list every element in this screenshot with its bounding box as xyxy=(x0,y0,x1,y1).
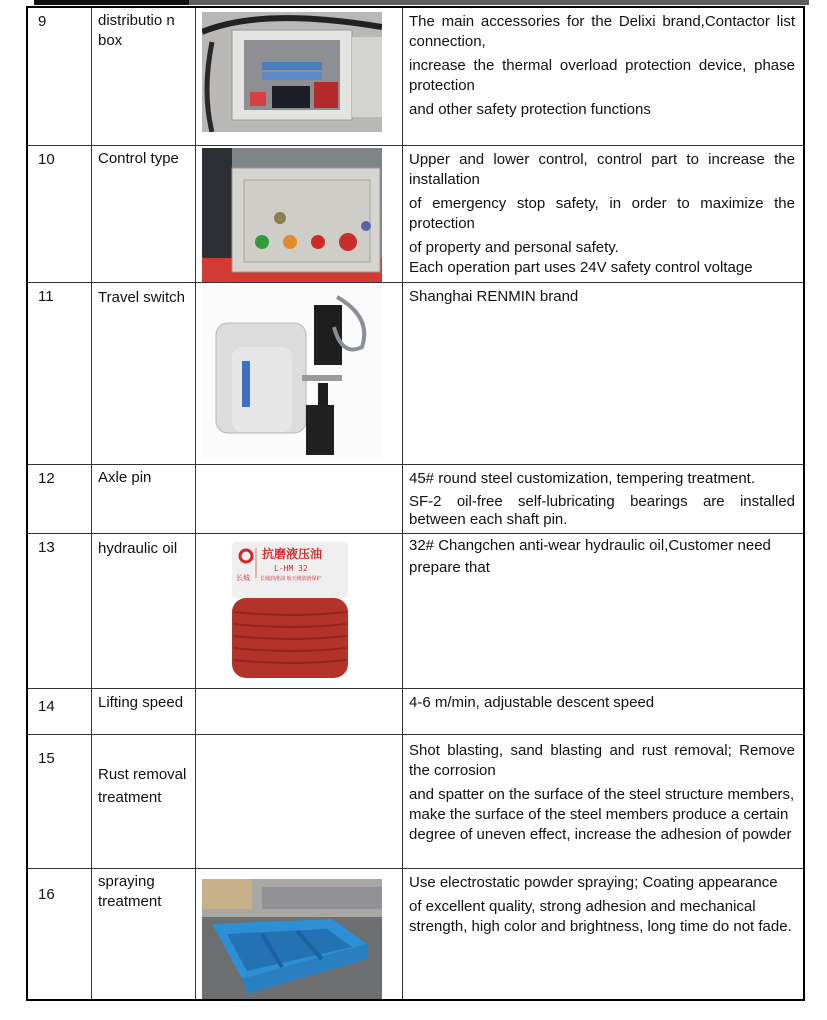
description-line: Shot blasting, sand blasting and rust removal; Remove the corrosion xyxy=(409,741,795,779)
description-line: of property and personal safety. xyxy=(409,238,619,256)
description-line: Upper and lower control, control part to increase the installation xyxy=(409,150,795,188)
spec-table xyxy=(26,6,805,1001)
drum-label-maker: 长城 xyxy=(236,573,250,582)
item-name: Control type xyxy=(92,145,196,282)
description-line: of emergency stop safety, in order to maximize the protection xyxy=(409,194,795,232)
item-name: Rust removal treatment xyxy=(92,734,196,868)
item-name: spraying treatment xyxy=(92,868,196,1000)
hydraulic-oil-drum-photo xyxy=(202,538,382,683)
table-row xyxy=(27,464,804,533)
control-box-photo xyxy=(202,148,382,282)
row-number: 13 xyxy=(27,533,92,688)
description-line: prepare that xyxy=(409,558,490,576)
table-row xyxy=(27,282,804,464)
empty-image-cell xyxy=(196,688,403,734)
drum-label-slogan: 长城润滑油 航天级润滑保护 xyxy=(260,575,322,582)
item-name: Lifting speed xyxy=(92,688,196,734)
page-edge-bar-gray xyxy=(189,0,809,5)
row-number: 14 xyxy=(27,688,92,734)
item-name: hydraulic oil xyxy=(92,533,196,688)
description-line: Use electrostatic powder spraying; Coating appearance xyxy=(409,873,778,891)
description-line: SF-2 oil-free self-lubricating bearings are installed between each shaft pin. xyxy=(409,492,795,528)
row-number: 15 xyxy=(27,734,92,868)
table-row xyxy=(27,868,804,1000)
drum-label-grade: L-HM 32 xyxy=(274,563,308,573)
description-line: Shanghai RENMIN brand xyxy=(409,287,579,305)
sprayed-platform-photo xyxy=(202,879,382,999)
table-row xyxy=(27,688,804,734)
item-name: Axle pin xyxy=(92,464,196,533)
description-line: 32# Changchen anti-wear hydraulic oil,Customer need xyxy=(409,536,771,554)
item-name: Travel switch xyxy=(92,282,196,464)
distribution-box-photo xyxy=(202,12,382,132)
drum-label-brand: 抗磨液压油 xyxy=(262,546,323,561)
table-row xyxy=(27,7,804,145)
table-row xyxy=(27,145,804,282)
row-number: 16 xyxy=(27,868,92,1000)
empty-image-cell xyxy=(196,734,403,868)
description-line: 4-6 m/min, adjustable descent speed xyxy=(409,693,655,711)
table-row xyxy=(27,533,804,688)
row-number: 10 xyxy=(27,145,92,282)
description-line: and other safety protection functions xyxy=(409,101,651,118)
row-number: 12 xyxy=(27,464,92,533)
travel-switch-photo xyxy=(202,287,382,459)
item-name: distributio n box xyxy=(92,7,196,145)
description-line: and spatter on the surface of the steel structure members, make the surface of the steel members produce a certain degree of uneven effect, increase the adhesion of powder xyxy=(409,785,795,843)
description-line: of excellent quality, strong adhesion and mechanical strength, high color and brightness, long time do not fade. xyxy=(409,897,792,935)
page-edge-bar xyxy=(34,0,189,5)
description-line: The main accessories for the Delixi brand,Contactor list connection, xyxy=(409,13,795,50)
row-number: 9 xyxy=(27,7,92,145)
description-line: increase the thermal overload protection device, phase protection xyxy=(409,57,795,94)
empty-image-cell xyxy=(196,464,403,533)
description-line: 45# round steel customization, tempering treatment. xyxy=(409,469,756,487)
table-row xyxy=(27,734,804,868)
description-line: Each operation part uses 24V safety control voltage xyxy=(409,258,753,276)
row-number: 11 xyxy=(27,282,92,464)
